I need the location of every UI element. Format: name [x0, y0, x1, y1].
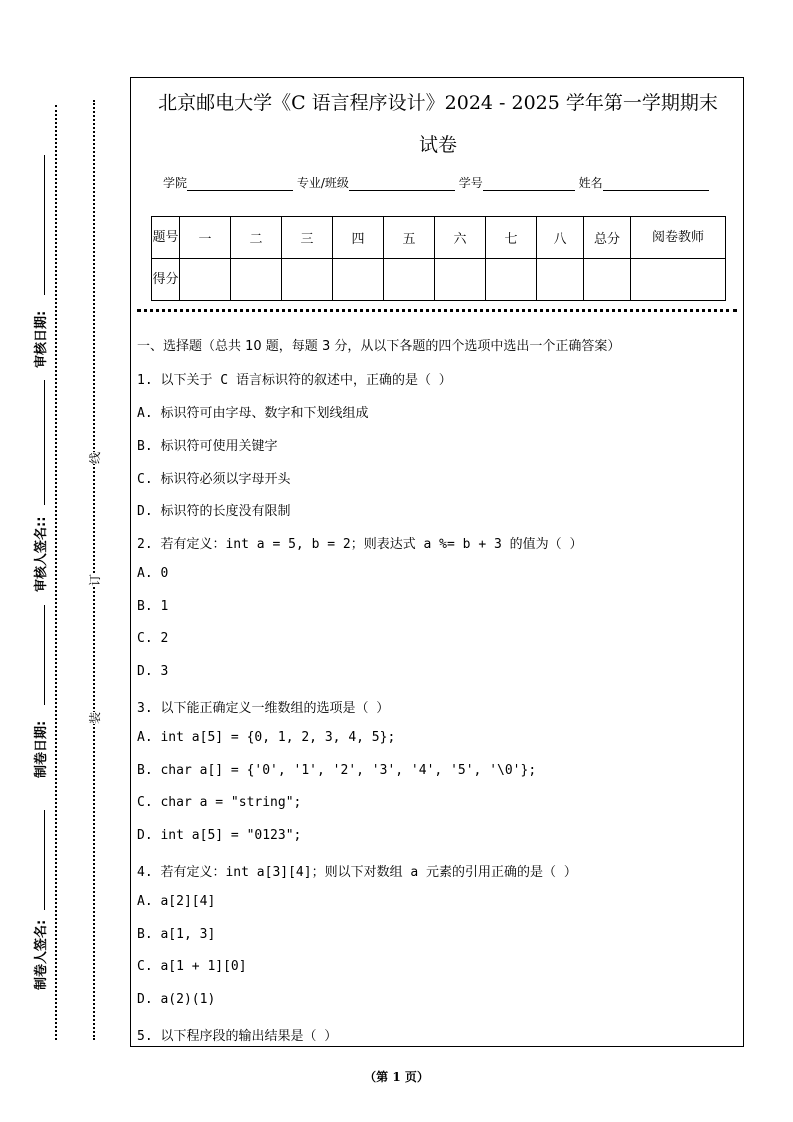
option-line: A. int a[5] = {0, 1, 2, 3, 4, 5};	[137, 730, 396, 745]
score-col-1: 一	[180, 217, 231, 259]
score-cell[interactable]	[631, 259, 726, 301]
signature-line-audit-date	[44, 155, 45, 295]
score-table-score-row	[152, 259, 726, 301]
score-cell[interactable]	[584, 259, 631, 301]
option-line: D. 标识符的长度没有限制	[137, 504, 291, 519]
score-col-6: 六	[435, 217, 486, 259]
student-id-blank[interactable]	[483, 178, 575, 191]
score-col-8: 八	[537, 217, 584, 259]
major-label: 专业/班级	[296, 176, 349, 190]
option-line: D. a(2)(1)	[137, 992, 216, 1007]
option-line: B. 1	[137, 599, 169, 614]
option-line: D. 3	[137, 664, 169, 679]
binding-mark-ding: 订	[88, 573, 102, 586]
score-cell[interactable]	[384, 259, 435, 301]
exam-title: 北京邮电大学《C 语言程序设计》2024 - 2025 学年第一学期期末	[158, 92, 718, 114]
maker-signature-label: 制卷人签名:	[34, 919, 49, 990]
exam-title-continued: 试卷	[418, 134, 457, 156]
audit-date-label: 审核日期:	[34, 310, 49, 368]
score-cell[interactable]	[435, 259, 486, 301]
dotted-line-left	[55, 105, 57, 1040]
name-label: 姓名	[578, 176, 603, 190]
page-number: （第 1 页）	[364, 1070, 429, 1084]
section-heading: 一、选择题（总共 10 题，每题 3 分，从以下各题的四个选项中选出一个正确答案）	[137, 339, 621, 354]
score-col-grader: 阅卷教师	[631, 217, 726, 259]
made-date-label: 制卷日期:	[34, 720, 49, 778]
score-col-3: 三	[282, 217, 333, 259]
score-col-4: 四	[333, 217, 384, 259]
exam-frame	[130, 77, 744, 1047]
score-col-5: 五	[384, 217, 435, 259]
section-separator	[137, 309, 737, 312]
signature-line-made-date	[44, 605, 45, 705]
option-line: C. 2	[137, 631, 169, 646]
score-col-7: 七	[486, 217, 537, 259]
dotted-line-right	[93, 100, 95, 1040]
signature-line-auditor	[44, 380, 45, 505]
college-label: 学院	[163, 176, 188, 190]
option-line: C. 标识符必须以字母开头	[137, 472, 291, 487]
score-col-total: 总分	[584, 217, 631, 259]
major-blank[interactable]	[349, 178, 455, 191]
option-line: A. 标识符可由字母、数字和下划线组成	[137, 406, 369, 421]
auditor-signature-label: 审核人签名::	[34, 516, 49, 592]
binding-mark-xian: 线	[88, 451, 102, 464]
score-col-2: 二	[231, 217, 282, 259]
question-line: 1. 以下关于 C 语言标识符的叙述中，正确的是（ ）	[137, 373, 452, 388]
binding-mark-zhuang: 装	[88, 711, 102, 724]
option-line: B. a[1, 3]	[137, 927, 216, 942]
option-line: A. 0	[137, 566, 169, 581]
question-line: 4. 若有定义：int a[3][4]；则以下对数组 a 元素的引用正确的是（ ）	[137, 865, 577, 880]
signature-line-maker	[44, 810, 45, 910]
score-cell[interactable]	[231, 259, 282, 301]
question-line: 5. 以下程序段的输出结果是（ ）	[137, 1029, 338, 1044]
college-blank[interactable]	[187, 178, 293, 191]
question-line: 3. 以下能正确定义一维数组的选项是（ ）	[137, 701, 390, 716]
question-number-label: 题号	[152, 217, 180, 259]
score-label: 得分	[152, 259, 180, 301]
score-cell[interactable]	[282, 259, 333, 301]
score-cell[interactable]	[486, 259, 537, 301]
score-cell[interactable]	[537, 259, 584, 301]
option-line: C. a[1 + 1][0]	[137, 959, 247, 974]
score-table	[151, 216, 726, 301]
question-line: 2. 若有定义：int a = 5, b = 2；则表达式 a %= b + 3 的值为（ ）	[137, 537, 583, 552]
student-id-label: 学号	[458, 176, 483, 190]
option-line: C. char a = "string";	[137, 795, 302, 810]
option-line: B. 标识符可使用关键字	[137, 439, 278, 454]
option-line: D. int a[5] = "0123";	[137, 828, 302, 843]
name-blank[interactable]	[603, 178, 709, 191]
score-table-header-row	[152, 217, 726, 259]
option-line: B. char a[] = {'0', '1', '2', '3', '4', '5', '\0'};	[137, 763, 537, 778]
student-info-row	[163, 174, 723, 191]
score-cell[interactable]	[333, 259, 384, 301]
option-line: A. a[2][4]	[137, 894, 216, 909]
score-cell[interactable]	[180, 259, 231, 301]
